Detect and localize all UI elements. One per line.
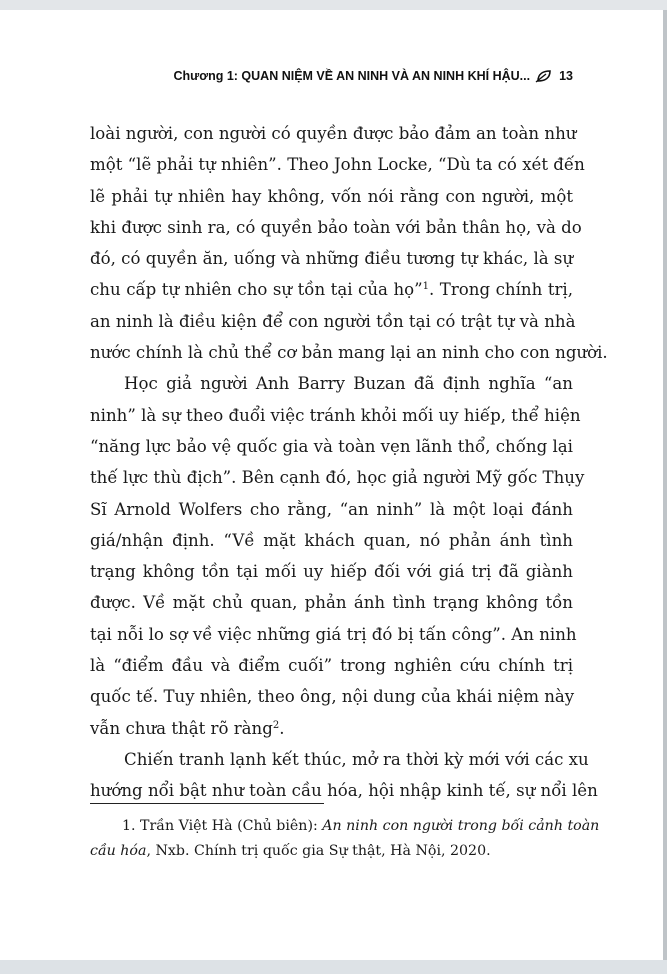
text-line: tại nỗi lo sợ về việc những giá trị đó bị tấn công”. An ninh: [90, 624, 577, 644]
text-line: giá/nhận định. “Về mặt khách quan, nó phản ánh tình: [90, 530, 573, 550]
footnote-divider: [90, 803, 324, 804]
text-line: trạng không tồn tại mối uy hiếp đối với giá trị đã giành: [90, 562, 573, 582]
text-line: [90, 713, 573, 744]
text-line: ninh” là sự theo đuổi việc tránh khỏi mối uy hiếp, thể hiện: [90, 405, 581, 425]
text-line: thế lực thù địch”. Bên cạnh đó, học giả người Mỹ gốc Thụy: [90, 468, 585, 488]
text-line: nước chính là chủ thể cơ bản mang lại an ninh cho con người.: [90, 343, 608, 363]
text-line: là “điểm đầu và điểm cuối” trong nghiên cứu chính trị: [90, 656, 573, 676]
paragraph-2: [90, 368, 585, 744]
text-line: Chiến tranh lạnh kết thúc, mở ra thời kỳ mới với các xu: [124, 749, 589, 769]
text-line: Học giả người Anh Barry Buzan đã định nghĩa “an: [124, 374, 573, 394]
top-margin-band: [0, 0, 667, 10]
footnote-line: [90, 839, 573, 864]
bottom-margin-band: [0, 960, 667, 974]
text-segment: chu cấp tự nhiên cho sự tồn tại của họ”: [90, 280, 423, 300]
text-line: hướng nổi bật như toàn cầu hóa, hội nhập kinh tế, sự nổi lên: [90, 781, 598, 801]
footnote-reference[interactable]: 1: [422, 281, 429, 293]
body-text: [90, 118, 608, 807]
text-segment: . Trong chính trị,: [429, 280, 573, 300]
leaf-ornament-icon: [535, 69, 553, 83]
chapter-title: Chương 1: QUAN NIỆM VỀ AN NINH VÀ AN NINH KHÍ HẬU...: [173, 69, 531, 83]
text-line: Sĩ Arnold Wolfers cho rằng, “an ninh” là một loại đánh: [90, 499, 573, 519]
text-segment: vẫn chưa thật rõ ràng: [90, 718, 273, 738]
footnote-title: cầu hóa: [90, 843, 147, 859]
footnote-prefix: 1. Trần Việt Hà (Chủ biên):: [122, 818, 323, 834]
text-line: quốc tế. Tuy nhiên, theo ông, nội dung của khái niệm này: [90, 687, 575, 707]
text-line: an ninh là điều kiện để con người tồn tại có trật tự và nhà: [90, 311, 576, 331]
paragraph-1: [90, 118, 608, 368]
footnote-rest: , Nxb. Chính trị quốc gia Sự thật, Hà Nội, 2020.: [146, 843, 491, 859]
text-line: khi được sinh ra, có quyền bảo toàn với bản thân họ, và do: [90, 217, 582, 237]
text-line: lẽ phải tự nhiên hay không, vốn nói rằng con người, một: [90, 186, 573, 206]
text-segment: .: [279, 718, 285, 738]
page-edge: [663, 10, 667, 960]
footnote-line: [90, 814, 600, 839]
paragraph-3: [90, 744, 598, 807]
footnote-title: An ninh con người trong bối cảnh toàn: [322, 818, 600, 834]
footnote: [90, 814, 600, 864]
text-line: loài người, con người có quyền được bảo đảm an toàn như: [90, 124, 577, 143]
footnote-reference[interactable]: 2: [272, 719, 280, 731]
text-line: “năng lực bảo vệ quốc gia và toàn vẹn lãnh thổ, chống lại: [90, 436, 573, 456]
text-line: được. Về mặt chủ quan, phản ánh tình trạng không tồn: [90, 593, 573, 613]
text-line: một “lẽ phải tự nhiên”. Theo John Locke, “Dù ta có xét đến: [90, 155, 585, 175]
page-number: 13: [559, 69, 573, 83]
text-line: đó, có quyền ăn, uống và những điều tương tự khác, là sự: [90, 249, 574, 269]
text-line: [90, 274, 573, 305]
running-header: [173, 64, 573, 88]
